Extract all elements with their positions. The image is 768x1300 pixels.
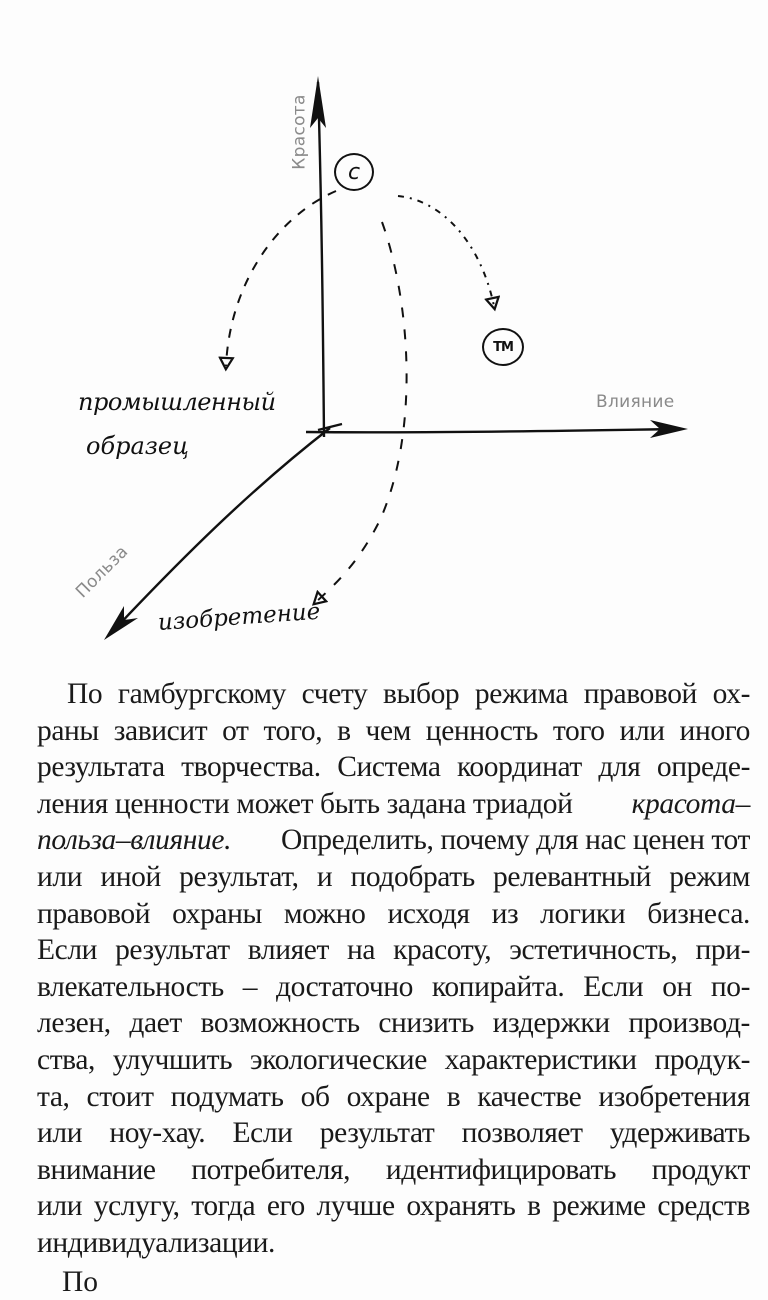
copyright-icon	[334, 153, 374, 191]
text-line: или услугу, тогда его лучше охранять в режиме средств	[37, 1190, 750, 1223]
copyright-symbol: c	[347, 159, 361, 185]
text-line: По гамбургскому счету выбор режима правовой ох-	[67, 678, 750, 710]
trademark-icon	[482, 328, 524, 366]
dashed-arrow-to-invention	[316, 222, 407, 602]
text-fragment: Определить, почему для нас ценен тот	[280, 824, 750, 857]
text-line: внимание потребителя, идентифицировать продукт	[37, 1153, 750, 1186]
text-line: правовой охраны можно исходя из логики бизнеса.	[37, 897, 750, 930]
text-line: раны зависит от того, в чем ценность того или иного	[37, 714, 750, 747]
text-line: или иной результат, и подобрать релевантный режим	[37, 860, 750, 893]
italic-term: польза–влияние.	[37, 824, 232, 857]
text-line	[37, 822, 750, 859]
text-line: лезен, дает возможность снизить издержки производ-	[37, 1007, 750, 1040]
text-fragment: ления ценности может быть задана триадой	[37, 787, 573, 820]
text-line	[37, 786, 750, 823]
text-line: ства, улучшить экологические характеристики продук-	[37, 1043, 750, 1076]
dashed-arrow-to-industrial-design	[226, 191, 336, 366]
text-line: Если результат влияет на красоту, эстетичность, при-	[37, 934, 750, 967]
next-paragraph-cutoff	[62, 1266, 702, 1298]
italic-term: красота–	[631, 787, 750, 820]
text-line: влекательность – достаточно копирайта. Если он по-	[37, 970, 750, 1003]
handwritten-invention: изобретение	[157, 598, 322, 636]
next-line-fragment: По	[62, 1266, 99, 1298]
beauty-axis	[310, 76, 326, 437]
text-line: та, стоит подумать об охране в качестве изобретения	[37, 1080, 750, 1113]
text-line: результата творчества. Система координат для опреде-	[37, 751, 750, 784]
axis-label-utility: Польза	[72, 541, 133, 603]
dotted-arrow-to-trademark	[398, 196, 494, 306]
text-line: или ноу-хау. Если результат позволяет удерживать	[37, 1117, 750, 1150]
handwritten-industrial-design-line1: промышленный	[78, 388, 276, 416]
handwritten-industrial-design-line2: образец	[86, 432, 189, 460]
text-line: индивидуализации.	[37, 1226, 276, 1259]
influence-axis	[306, 420, 688, 438]
axis-label-beauty: Красота	[289, 94, 310, 170]
axis-label-influence: Влияние	[596, 392, 675, 412]
trademark-symbol: TM	[493, 339, 513, 355]
body-paragraph	[37, 676, 750, 1262]
